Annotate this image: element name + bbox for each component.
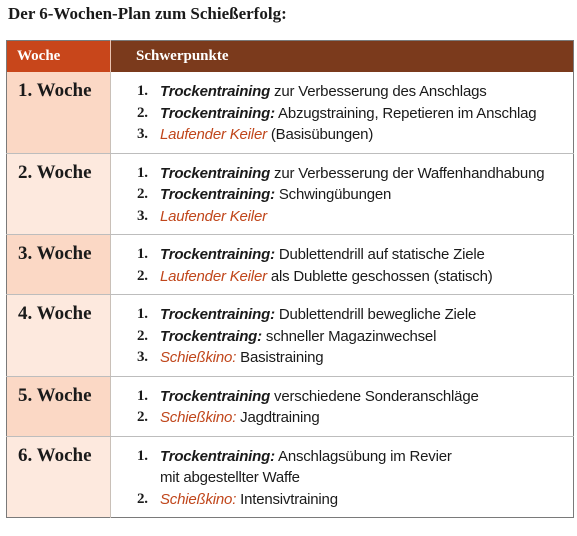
table-header-row	[7, 41, 574, 73]
item-number: 1.	[137, 83, 148, 99]
item-text: Dublettendrill bewegliche Ziele	[274, 306, 477, 323]
list-item	[111, 489, 569, 511]
item-number: 2.	[137, 490, 148, 507]
item-text: verschiedene Sonderanschläge	[270, 387, 479, 405]
item-number: 3.	[137, 126, 148, 142]
item-keyword: Trockentraining:	[160, 246, 275, 263]
item-text: Basistraining	[236, 349, 324, 366]
item-keyword: Trockentraining:	[160, 104, 275, 122]
item-keyword: Trockentraining	[160, 164, 271, 182]
item-keyword: Trockentraining:	[160, 186, 275, 203]
item-number: 3.	[137, 207, 148, 224]
item-keyword: Trockentraing:	[160, 327, 262, 345]
focus-cell	[111, 153, 574, 235]
item-text: Dublettendrill auf statische Ziele	[274, 246, 485, 263]
item-number: 1.	[137, 246, 148, 262]
item-keyword-accent: Laufender Keiler	[160, 207, 267, 225]
item-text: Abzugstraining, Repetieren im Anschlag	[274, 104, 537, 122]
table-row	[7, 235, 574, 295]
list-item	[111, 244, 569, 266]
list-item	[111, 124, 569, 146]
list-item	[111, 347, 569, 369]
list-item	[111, 206, 569, 228]
item-text: zur Verbesserung des Anschlags	[270, 83, 487, 100]
focus-list	[111, 81, 569, 146]
list-item	[111, 386, 569, 408]
item-number: 1.	[137, 447, 148, 464]
list-item	[111, 184, 569, 206]
week-label: 3. Woche	[7, 235, 111, 295]
item-keyword: Trockentraining	[160, 83, 271, 100]
item-text: Intensivtraining	[236, 490, 338, 508]
item-text: als Dublette geschossen (statisch)	[266, 267, 493, 285]
table-row	[7, 376, 574, 436]
item-keyword: Trockentraining:	[160, 306, 275, 323]
list-item	[111, 326, 569, 348]
table-row	[7, 295, 574, 377]
focus-cell	[111, 295, 574, 377]
item-number: 2.	[137, 186, 148, 202]
item-keyword: Trockentraining:	[160, 447, 275, 465]
table-row	[7, 153, 574, 235]
item-number: 1.	[137, 164, 148, 181]
focus-list	[111, 244, 569, 287]
item-text: schneller Magazinwechsel	[261, 327, 437, 345]
item-text: zur Verbesserung der Waffenhandhabung	[270, 164, 545, 182]
item-keyword-accent: Schießkino:	[160, 349, 237, 366]
item-text: (Basisübungen)	[266, 126, 374, 143]
focus-cell	[111, 235, 574, 295]
item-keyword-accent: Schießkino:	[160, 409, 237, 426]
table-row	[7, 436, 574, 518]
list-item	[111, 103, 569, 125]
item-keyword-accent: Laufender Keiler	[160, 126, 267, 143]
focus-list	[111, 304, 569, 369]
week-label: 5. Woche	[7, 376, 111, 436]
week-label: 2. Woche	[7, 153, 111, 235]
item-number: 1.	[137, 306, 148, 322]
column-header-week: Woche	[7, 41, 111, 73]
week-label: 4. Woche	[7, 295, 111, 377]
list-item	[111, 407, 569, 429]
focus-cell	[111, 72, 574, 153]
six-week-plan-table	[6, 40, 574, 518]
item-number: 2.	[137, 267, 148, 284]
list-item	[111, 304, 569, 326]
item-keyword: Trockentraining	[160, 387, 271, 405]
column-header-focus: Schwerpunkte	[111, 41, 574, 73]
item-number: 2.	[137, 104, 148, 121]
item-keyword-accent: Laufender Keiler	[160, 267, 267, 285]
focus-list	[111, 163, 569, 228]
week-label: 1. Woche	[7, 72, 111, 153]
item-number: 2.	[137, 409, 148, 425]
item-number: 2.	[137, 327, 148, 344]
list-item	[111, 446, 569, 489]
focus-cell	[111, 376, 574, 436]
item-number: 3.	[137, 349, 148, 365]
list-item	[111, 81, 569, 103]
list-item	[111, 163, 569, 185]
focus-list	[111, 386, 569, 429]
item-text: Schwingübungen	[274, 186, 392, 203]
page-title: Der 6-Wochen-Plan zum Schießerfolg:	[8, 4, 287, 23]
item-text-continuation: mit abgestellter Waffe	[160, 469, 300, 486]
list-item	[111, 266, 569, 288]
week-label: 6. Woche	[7, 436, 111, 518]
item-text: Jagdtraining	[236, 409, 320, 426]
item-keyword-accent: Schießkino:	[160, 490, 237, 508]
item-text: Anschlagsübung im Revier	[274, 447, 452, 465]
item-number: 1.	[137, 387, 148, 404]
focus-list	[111, 446, 569, 511]
table-row	[7, 72, 574, 153]
focus-cell	[111, 436, 574, 518]
